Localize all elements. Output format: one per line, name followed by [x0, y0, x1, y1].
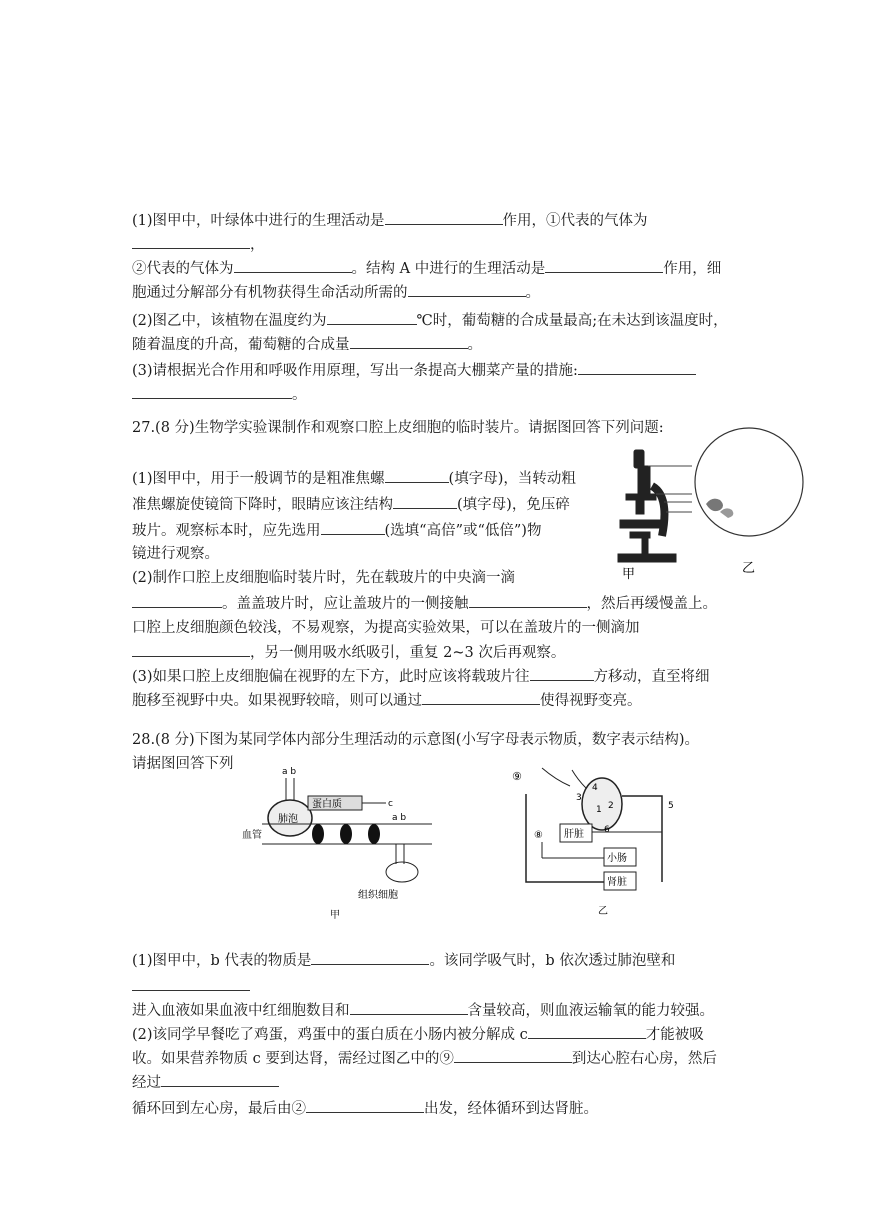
q28-text: 。该同学吸气时，b 依次透过肺泡壁和	[429, 953, 676, 969]
q27-line-4	[132, 544, 219, 564]
q27-line-10	[132, 690, 642, 711]
q27-text: ，另一侧用吸水纸吸引，重复 2~3 次后再观察。	[250, 645, 566, 661]
q27-text: 镜进行观察。	[132, 546, 219, 562]
q28-text: 出发，经体循环到达肾脏。	[424, 1101, 598, 1117]
q26-text: (2)图乙中，该植物在温度约为	[132, 313, 327, 329]
q28-line-5	[132, 1048, 717, 1069]
q26-line-4	[132, 282, 540, 303]
q28-text: 才能被吸	[645, 1027, 704, 1043]
answer-blank[interactable]	[408, 282, 526, 297]
label-ab-2: a b	[392, 813, 407, 823]
q27-text: 准焦螺旋使镜筒下降时，眼睛应该注结构	[132, 497, 393, 513]
q28-line-1	[132, 950, 675, 971]
answer-blank[interactable]	[161, 1072, 279, 1087]
q28-title-2	[132, 754, 234, 774]
q27-text: 口腔上皮细胞颜色较浅，不易观察，为提高实验效果，可以在盖玻片的一侧滴加	[132, 620, 640, 636]
q27-text: (选填“高倍”或“低倍”)物	[384, 523, 542, 539]
q26-text: 作用，①代表的气体为	[502, 213, 648, 229]
label-tissue-cell: 组织细胞	[358, 890, 398, 901]
q27-text: 玻片。观察标本时，应先选用	[132, 523, 321, 539]
q28-line-6	[132, 1072, 279, 1093]
label-1: 1	[596, 805, 602, 815]
answer-blank[interactable]	[350, 1000, 468, 1015]
answer-blank[interactable]	[306, 1098, 424, 1113]
answer-blank[interactable]	[385, 210, 503, 225]
answer-blank[interactable]	[350, 334, 468, 349]
q27-text: (3)如果口腔上皮细胞偏在视野的左下方，此时应该将载玻片往	[132, 669, 530, 685]
q26-line-2	[132, 234, 265, 255]
q26-text: 。	[525, 285, 540, 301]
q27-line-5	[132, 568, 515, 588]
label-4: 4	[592, 783, 598, 793]
answer-blank[interactable]	[234, 258, 352, 273]
fig-label-yi: 乙	[598, 906, 608, 917]
q28-text: 到达心腔右心房，然后	[571, 1051, 717, 1067]
question-title: 28.(8 分)下图为某同学体内部分生理活动的示意图(小写字母表示物质，数字表示结构)。	[132, 732, 700, 748]
label-6: 6	[604, 825, 610, 835]
q26-text: ②代表的气体为	[132, 261, 234, 277]
q27-text: 。盖盖玻片时，应让盖玻片的一侧接触	[222, 596, 469, 612]
q26-text: (3)请根据光合作用和呼吸作用原理，写出一条提高大棚菜产量的措施:	[132, 363, 578, 379]
q27-line-8	[132, 642, 565, 663]
q28-line-4	[132, 1024, 704, 1045]
q27-text: 使得视野变亮。	[540, 693, 642, 709]
label-alveolus: 肺泡	[278, 814, 298, 825]
label-c: c	[388, 799, 393, 809]
q28-text: 进入血液如果血液中红细胞数目和	[132, 1003, 350, 1019]
q26-line-7	[132, 360, 696, 381]
q26-line-8	[132, 384, 307, 405]
label-kidney: 肾脏	[607, 877, 627, 888]
q27-line-1	[132, 468, 576, 489]
q27-text: (2)制作口腔上皮细胞临时装片时，先在载玻片的中央滴一滴	[132, 570, 516, 586]
answer-blank[interactable]	[327, 310, 417, 325]
q28-text: (1)图甲中，b 代表的物质是	[132, 953, 312, 969]
q26-text: 随着温度的升高，葡萄糖的合成量	[132, 337, 350, 353]
answer-blank[interactable]	[132, 976, 250, 991]
q27-line-7	[132, 618, 640, 638]
answer-blank[interactable]	[321, 520, 385, 535]
field-of-view-figure	[694, 420, 804, 580]
answer-blank[interactable]	[545, 258, 663, 273]
answer-blank[interactable]	[132, 642, 250, 657]
q28-text: 含量较高，则血液运输氧的能力较强。	[467, 1003, 714, 1019]
question-title: 请据图回答下列	[132, 756, 234, 772]
q27-title	[132, 418, 664, 438]
label-protein: 蛋白质	[312, 799, 342, 810]
label-9: ⑨	[512, 770, 522, 783]
answer-blank[interactable]	[132, 593, 222, 608]
q26-line-3	[132, 258, 721, 279]
q28-text: 收。如果营养物质 c 要到达肾，需经过图乙中的⑨	[132, 1051, 454, 1067]
label-small-intestine: 小肠	[607, 853, 627, 864]
q28-line-7	[132, 1098, 598, 1119]
q28-text: 经过	[132, 1075, 161, 1091]
label-liver: 肝脏	[564, 829, 584, 840]
q27-line-2	[132, 494, 570, 515]
q26-text: 。	[467, 337, 482, 353]
label-vessel: 血管	[242, 830, 262, 841]
q28-line-3	[132, 1000, 714, 1021]
answer-blank[interactable]	[454, 1048, 572, 1063]
label-2: 2	[608, 801, 614, 811]
q27-text: (1)图甲中，用于一般调节的是粗准焦螺	[132, 471, 385, 487]
answer-blank[interactable]	[393, 494, 457, 509]
fig-label-yi: 乙	[742, 561, 756, 576]
answer-blank[interactable]	[422, 690, 540, 705]
q27-text: ，然后再缓慢盖上。	[586, 596, 717, 612]
answer-blank[interactable]	[311, 950, 429, 965]
q28-text: 循环回到左心房，最后由②	[132, 1101, 306, 1117]
q26-text: 作用，细	[663, 261, 722, 277]
q27-line-3	[132, 520, 541, 541]
answer-blank[interactable]	[132, 384, 292, 399]
answer-blank[interactable]	[528, 1024, 646, 1039]
q28-text: (2)该同学早餐吃了鸡蛋，鸡蛋中的蛋白质在小肠内被分解成 c	[132, 1027, 528, 1043]
q27-text: (填字母)，免压碎	[457, 497, 570, 513]
label-5: 5	[668, 801, 674, 811]
fig-label-jia: 甲	[622, 567, 636, 582]
q26-text: ℃时，葡萄糖的合成量最高;在未达到该温度时，	[416, 313, 728, 329]
q26-text: ，	[250, 237, 265, 253]
q26-text: (1)图甲中，叶绿体中进行的生理活动是	[132, 213, 385, 229]
q28-line-2	[132, 976, 250, 997]
q26-line-1	[132, 210, 648, 231]
q27-line-9	[132, 666, 710, 687]
circulation-figure	[512, 760, 702, 920]
q26-text: 胞通过分解部分有机物获得生命活动所需的	[132, 285, 408, 301]
q28-title	[132, 730, 699, 750]
q26-text: 。结构 A 中进行的生理活动是	[351, 261, 546, 277]
q26-text: 。	[292, 387, 307, 403]
answer-blank[interactable]	[132, 234, 250, 249]
label-8: ⑧	[534, 830, 543, 841]
answer-blank[interactable]	[530, 666, 594, 681]
answer-blank[interactable]	[385, 468, 449, 483]
q27-text: 方移动，直至将细	[593, 669, 710, 685]
answer-blank[interactable]	[578, 360, 696, 375]
q27-text: 胞移至视野中央。如果视野较暗，则可以通过	[132, 693, 422, 709]
alveolus-figure	[242, 760, 442, 920]
label-3: 3	[576, 793, 582, 803]
q27-line-6	[132, 593, 717, 614]
q26-line-6	[132, 334, 482, 355]
question-title: 27.(8 分)生物学实验课制作和观察口腔上皮细胞的临时装片。请据图回答下列问题:	[132, 420, 664, 436]
fig-label-jia: 甲	[330, 910, 340, 920]
answer-blank[interactable]	[469, 593, 587, 608]
q26-line-5	[132, 310, 728, 331]
label-ab: a b	[282, 767, 297, 777]
q27-text: (填字母)，当转动粗	[448, 471, 576, 487]
